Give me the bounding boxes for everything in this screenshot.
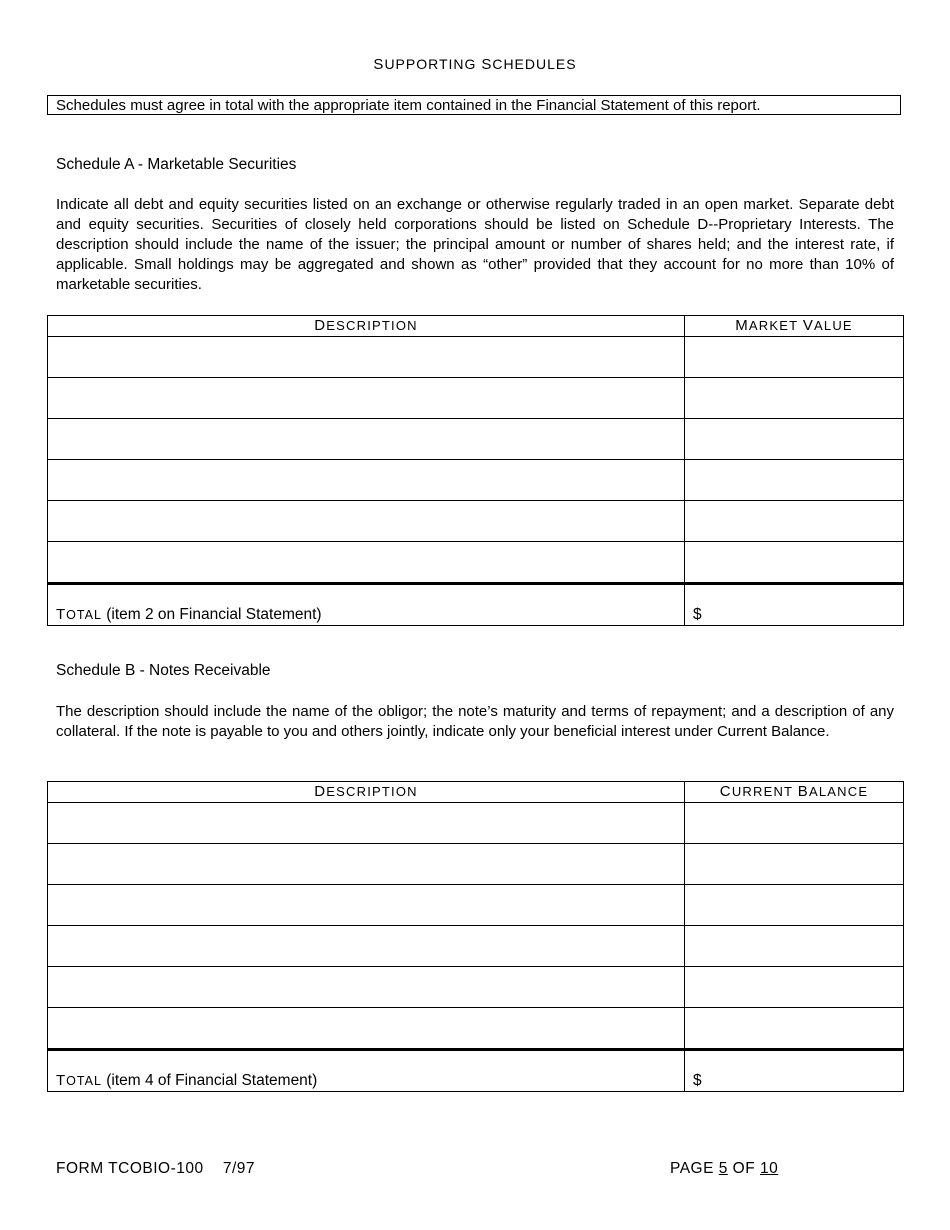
description-column-header: DESCRIPTION bbox=[48, 316, 685, 337]
description-field[interactable] bbox=[48, 501, 685, 542]
form-identifier bbox=[56, 1160, 255, 1178]
total-label: TOTAL (item 4 of Financial Statement) bbox=[48, 1050, 685, 1092]
table-header-row bbox=[48, 316, 904, 337]
form-date: 7/97 bbox=[222, 1160, 256, 1177]
description-field[interactable] bbox=[48, 460, 685, 501]
description-column-header: DESCRIPTION bbox=[48, 782, 685, 803]
total-label: TOTAL (item 2 on Financial Statement) bbox=[48, 584, 685, 626]
schedule-a-heading: Schedule A - Marketable Securities bbox=[56, 156, 297, 173]
table-row bbox=[48, 885, 904, 926]
table-row bbox=[48, 501, 904, 542]
dollar-sign: $ bbox=[693, 1072, 702, 1089]
dollar-sign: $ bbox=[693, 606, 702, 623]
current-balance-field[interactable] bbox=[685, 926, 904, 967]
current-balance-field[interactable] bbox=[685, 844, 904, 885]
page-number bbox=[670, 1160, 778, 1178]
table-row bbox=[48, 378, 904, 419]
description-field[interactable] bbox=[48, 1008, 685, 1050]
total-row bbox=[48, 1050, 904, 1092]
total-market-value-field[interactable] bbox=[685, 584, 904, 626]
table-row bbox=[48, 926, 904, 967]
table-row bbox=[48, 803, 904, 844]
description-field[interactable] bbox=[48, 378, 685, 419]
page-current: 5 bbox=[718, 1160, 728, 1177]
schedule-b-instructions: The description should include the name of the obligor; the note’s maturity and terms of repayment; and a description of any collateral. If the note is payable to you and others jointly, indicate only your beneficial interest under Current Balance. bbox=[56, 703, 894, 740]
description-field[interactable] bbox=[48, 542, 685, 584]
description-field[interactable] bbox=[48, 885, 685, 926]
table-row bbox=[48, 337, 904, 378]
page-label: PAGE bbox=[670, 1160, 719, 1177]
table-row bbox=[48, 460, 904, 501]
description-field[interactable] bbox=[48, 337, 685, 378]
table-row bbox=[48, 967, 904, 1008]
table-row bbox=[48, 542, 904, 584]
description-field[interactable] bbox=[48, 803, 685, 844]
schedule-b-table bbox=[47, 781, 904, 1092]
market-value-field[interactable] bbox=[685, 542, 904, 584]
title-initial: S bbox=[373, 56, 385, 73]
market-value-field[interactable] bbox=[685, 378, 904, 419]
title-part: CHEDULES bbox=[492, 56, 577, 72]
market-value-field[interactable] bbox=[685, 337, 904, 378]
schedules-notice: Schedules must agree in total with the appropriate item contained in the Financial Statement of this report. bbox=[47, 95, 901, 115]
schedule-a-table bbox=[47, 315, 904, 626]
current-balance-field[interactable] bbox=[685, 885, 904, 926]
description-field[interactable] bbox=[48, 926, 685, 967]
page-title bbox=[0, 56, 950, 73]
title-initial: S bbox=[481, 56, 493, 73]
total-row bbox=[48, 584, 904, 626]
page-total: 10 bbox=[760, 1160, 779, 1177]
table-header-row bbox=[48, 782, 904, 803]
page-of: OF bbox=[727, 1160, 760, 1177]
market-value-field[interactable] bbox=[685, 501, 904, 542]
form-id: FORM TCOBIO-100 bbox=[56, 1160, 204, 1177]
current-balance-field[interactable] bbox=[685, 803, 904, 844]
description-field[interactable] bbox=[48, 844, 685, 885]
current-balance-field[interactable] bbox=[685, 967, 904, 1008]
table-row bbox=[48, 1008, 904, 1050]
table-row bbox=[48, 844, 904, 885]
description-field[interactable] bbox=[48, 967, 685, 1008]
current-balance-column-header: CURRENT BALANCE bbox=[685, 782, 904, 803]
title-part: UPPORTING bbox=[384, 56, 482, 72]
schedule-b-heading: Schedule B - Notes Receivable bbox=[56, 662, 271, 679]
current-balance-field[interactable] bbox=[685, 1008, 904, 1050]
market-value-column-header: MARKET VALUE bbox=[685, 316, 904, 337]
schedule-a-instructions: Indicate all debt and equity securities listed on an exchange or otherwise regularly traded in an open market. Separate debt and equity securities. Securities of closely held corporations should be listed on Schedule D--Proprietary Interests. The description should include the name of the issuer; the principal amount or number of shares held; and the interest rate, if applicable. Small holdings may be aggregated and shown as “other” provided that they account for no more than 10% of marketable securities. bbox=[56, 196, 894, 293]
market-value-field[interactable] bbox=[685, 419, 904, 460]
table-row bbox=[48, 419, 904, 460]
total-current-balance-field[interactable] bbox=[685, 1050, 904, 1092]
market-value-field[interactable] bbox=[685, 460, 904, 501]
description-field[interactable] bbox=[48, 419, 685, 460]
